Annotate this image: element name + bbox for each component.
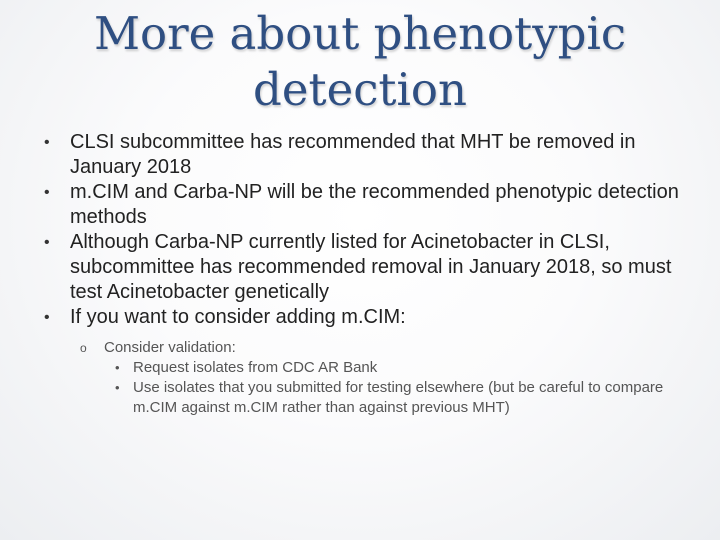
sub-sub-bullet-marker: • [115,380,120,395]
bullet-item [0,130,720,180]
sub-sub-bullet-item [0,358,720,378]
bullet-text: If you want to consider adding m.CIM: [70,306,406,328]
bullet-item [0,230,720,305]
bullet-marker: • [44,184,50,201]
bullet-marker: • [44,309,50,326]
sub-sub-bullet-item [0,378,720,418]
bullet-marker: • [44,234,50,251]
sub-bullet-marker: o [80,341,87,355]
sub-sub-bullet-marker: • [115,360,120,375]
bullet-item [0,305,720,330]
bullet-text: CLSI subcommittee has recommended that MHT be removed in January 2018 [70,131,636,178]
sub-sub-bullet-text: Request isolates from CDC AR Bank [133,359,378,376]
slide-title: More about phenotypic detection [93,7,627,116]
bullet-text: Although Carba-NP currently listed for Acinetobacter in CLSI, subcommittee has recommended removal in January 2018, so must test Acinetobacter genetically [70,231,672,303]
bullet-item [0,180,720,230]
sub-bullet-item [0,338,720,358]
bullet-list [0,130,720,418]
bullet-text: m.CIM and Carba-NP will be the recommended phenotypic detection methods [70,181,679,228]
sub-sub-bullet-text: Use isolates that you submitted for testing elsewhere (but be careful to compare m.CIM against m.CIM rather than against previous MHT) [133,379,664,416]
bullet-marker: • [44,134,50,151]
sub-bullet-text: Consider validation: [104,339,236,356]
